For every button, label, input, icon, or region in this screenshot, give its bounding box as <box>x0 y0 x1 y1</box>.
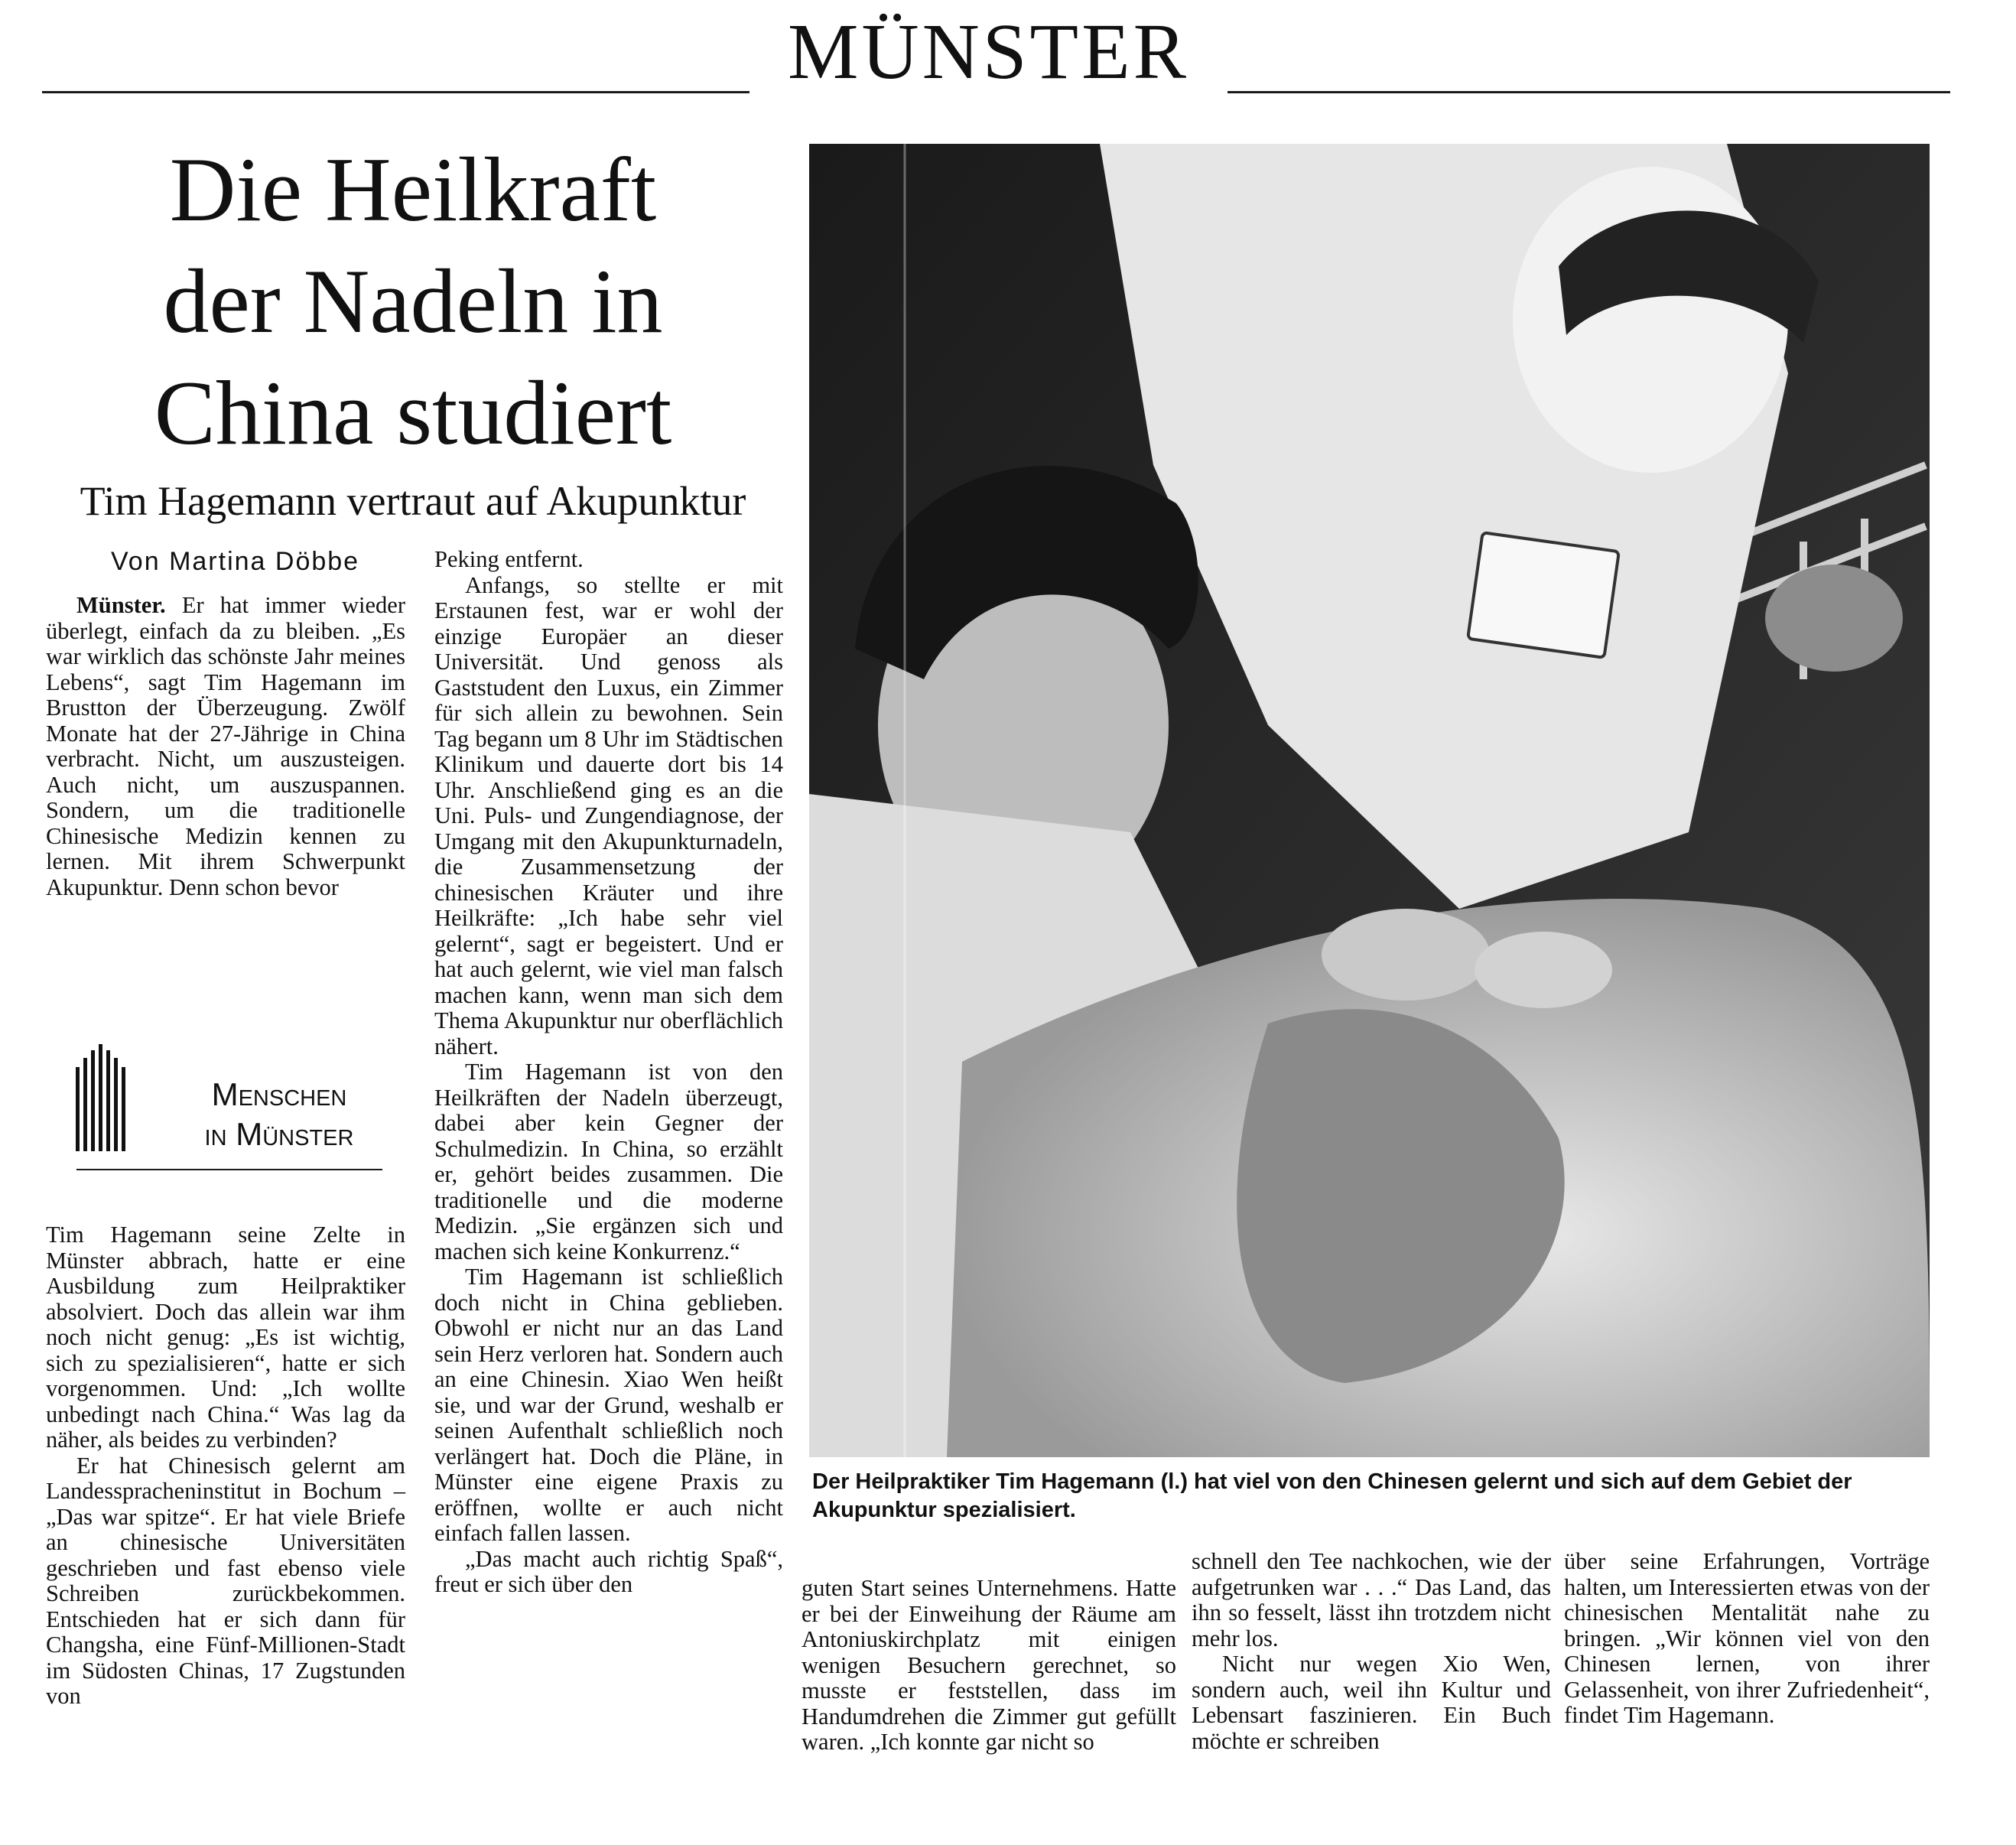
headline-line-3: China studiert <box>154 362 672 464</box>
paragraph-text: Er hat immer wieder überlegt, einfach da zu bleiben. „Es war wirklich das schönste Jahr meines Lebens“, sagt Tim Hagemann im Brustton der Überzeugung. Zwölf Monate hat der 27-Jährige in China verbracht. Nicht, um auszusteigen. Auch nicht, um auszuspannen. Sondern, um die traditionelle Chinesische Medizin kennen zu lernen. Mit ihrem Schwerpunkt Akupunktur. Denn schon bevor <box>46 592 405 900</box>
article-column-5 <box>1564 1549 1930 1729</box>
paragraph: Tim Hagemann ist schließlich doch nicht in China geblieben. Obwohl er nicht nur an das Land sein Herz verloren hat. Sondern auch an eine Chinesin. Xiao Wen heißt sie, und war der Grund, weshalb er seinen Aufenthalt schließlich noch verlängert hat. Doch die Pläne, in Münster eine eigene Praxis zu eröffnen, wollte er auch nicht einfach fallen lassen. <box>434 1264 783 1546</box>
paragraph: „Das macht auch richtig Spaß“, freut er sich über den <box>434 1545 783 1597</box>
logo-underline <box>76 1169 382 1170</box>
article-column-1-top <box>46 593 405 900</box>
section-rule-left <box>42 91 749 93</box>
article-column-1-bottom <box>46 1222 405 1710</box>
article-photo <box>809 144 1930 1457</box>
paragraph: Er hat Chinesisch gelernt am Landesspracheninstitut in Bochum – „Das war spitze“. Er hat viele Briefe an chinesische Universitäten geschrieben und fast ebenso viele Schreiben zurückbekommen. Entschieden hat er sich dann für Changsha, eine Fünf-Millionen-Stadt im Südosten Chinas, 17 Zugstunden von <box>46 1452 405 1709</box>
paragraph: Anfangs, so stellte er mit Erstaunen fest, war er wohl der einzige Europäer an dieser Universität. Und genoss als Gaststudent den Luxus, ein Zimmer für sich allein zu bewohnen. Sein Tag begann um 8 Uhr im Städtischen Klinikum und dauerte dort bis 14 Uhr. Anschließend ging es an die Uni. Puls- und Zungendiagnose, der Umgang mit den Akupunkturnadeln, die Zusammensetzung der chinesischen Kräuter und ihre Heilkräfte: „Ich habe sehr viel gelernt“, sagt er begeistert. Und er hat auch gelernt, wie viel man falsch machen kann, wenn man sich dem Thema Akupunktur nur oberflächlich nähert. <box>434 571 783 1059</box>
paragraph: guten Start seines Unternehmens. Hatte er bei der Einweihung der Räume am Antoniuskirchplatz mit einigen wenigen Besuchern gerechnet, so musste er feststellen, dass im Handumdrehen die Zimmer gut gefüllt waren. „Ich konnte gar nicht so <box>802 1575 1176 1755</box>
paragraph: Tim Hagemann seine Zelte in Münster abbrach, hatte er eine Ausbildung zum Heilpraktiker absolviert. Doch das allein war ihm noch nicht genug: „Es ist wichtig, sich zu spezialisieren“, hatte er sich vorgenommen. Und: „Ich wollte unbedingt nach China.“ Was lag da näher, als beides zu verbinden? <box>46 1222 405 1453</box>
paragraph: Peking entfernt. <box>434 546 584 572</box>
paragraph: Tim Hagemann ist von den Heilkräften der Nadeln überzeugt, dabei aber kein Gegner der Schulmedizin. In China, so erzählt er, gehört beides zusammen. Die traditionelle und die moderne Medizin. „Sie ergänzen sich und machen sich keine Konkurrenz.“ <box>434 1059 783 1264</box>
paragraph: schnell den Tee nachkochen, wie der aufgetrunken war . . .“ Das Land, das ihn so fesselt, lässt ihn trotzdem nicht mehr los. <box>1192 1548 1551 1651</box>
headline <box>42 134 784 469</box>
headline-line-2: der Nadeln in <box>163 250 663 352</box>
byline: Von Martina Döbbe <box>111 547 360 576</box>
acupuncture-photo-illustration <box>809 144 1930 1457</box>
paragraph: Nicht nur wegen Xio Wen, sondern auch, weil ihn Kultur und Lebensart faszinieren. Ein Buch möchte er schreiben <box>1192 1651 1551 1754</box>
subheadline: Tim Hagemann vertraut auf Akupunktur <box>80 478 746 524</box>
article-column-4 <box>1192 1549 1551 1754</box>
logo-line-1: Menschen <box>211 1076 347 1112</box>
photo-caption: Der Heilpraktiker Tim Hagemann (l.) hat viel von den Chinesen gelernt und sich auf dem Gebiet der Akupunktur spezialisiert. <box>812 1469 1852 1522</box>
section-title: MÜNSTER <box>788 8 1189 96</box>
article-column-3 <box>802 1576 1176 1756</box>
logo-text <box>164 1075 394 1154</box>
article-column-2 <box>434 547 783 1598</box>
paragraph <box>46 593 405 900</box>
logo-line-2: in Münster <box>204 1116 354 1152</box>
organ-pipes-icon <box>73 1036 134 1151</box>
paragraph: über seine Erfahrungen, Vorträge halten, um Interessierten etwas von der chinesischen Mentalität nahe zu bringen. „Wir können viel von den Chinesen lernen, von ihrer Gelassenheit, von ihrer Zufriedenheit“, findet Tim Hagemann. <box>1564 1548 1930 1728</box>
dateline: Münster. <box>76 592 166 618</box>
section-rule-right <box>1227 91 1950 93</box>
headline-line-1: Die Heilkraft <box>169 138 657 240</box>
